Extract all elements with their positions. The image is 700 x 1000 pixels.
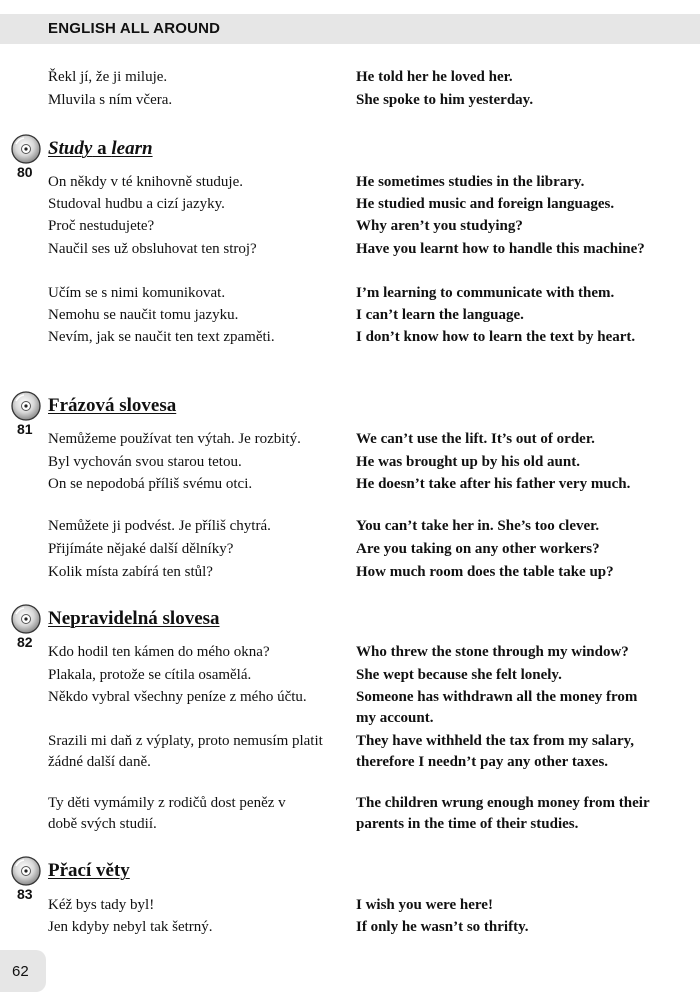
- page-number: 62: [12, 963, 29, 980]
- section-title-part: Study: [48, 138, 93, 159]
- english-sentence: You can’t take her in. She’s too clever.: [356, 518, 600, 534]
- english-sentence: Are you taking on any other workers?: [356, 541, 600, 557]
- czech-sentence: Srazili mi daň z výplaty, proto nemusím platit žádné další daně.: [48, 733, 323, 770]
- english-sentence: If only he wasn’t so thrifty.: [356, 919, 529, 935]
- english-sentence: I’m learning to communicate with them.: [356, 285, 615, 301]
- audio-cd-icon: [10, 390, 42, 422]
- book-title: ENGLISH ALL AROUND: [48, 20, 221, 37]
- czech-sentence: Kéž bys tady byl!: [48, 897, 155, 913]
- english-sentence: He told her he loved her.: [356, 69, 513, 85]
- czech-sentence: Nemůžeme používat ten výtah. Je rozbitý.: [48, 431, 301, 447]
- czech-sentence: On se nepodobá příliš svému otci.: [48, 476, 253, 492]
- czech-sentence: Někdo vybral všechny peníze z mého účtu.: [48, 689, 307, 705]
- english-sentence: I wish you were here!: [356, 897, 493, 913]
- czech-sentence: Naučil ses už obsluhovat ten stroj?: [48, 241, 257, 257]
- section-title: [48, 138, 153, 160]
- english-sentence: I don’t know how to learn the text by heart.: [356, 329, 636, 345]
- section-title-text: Přací věty: [48, 860, 130, 881]
- english-sentence: He sometimes studies in the library.: [356, 174, 585, 190]
- track-number: 82: [17, 634, 33, 650]
- english-sentence: He doesn’t take after his father very much.: [356, 476, 631, 492]
- czech-sentence: Řekl jí, že ji miluje.: [48, 69, 168, 85]
- section-title: [48, 395, 176, 417]
- english-sentence: Why aren’t you studying?: [356, 218, 523, 234]
- section-title: [48, 860, 130, 882]
- section-title-part: learn: [111, 138, 153, 159]
- czech-sentence: Mluvila s ním včera.: [48, 92, 173, 108]
- czech-sentence: Nemůžete ji podvést. Je příliš chytrá.: [48, 518, 271, 534]
- english-sentence: She wept because she felt lonely.: [356, 667, 562, 683]
- section-title: [48, 608, 220, 630]
- audio-cd-icon: [10, 133, 42, 165]
- english-sentence: They have withheld the tax from my salary, therefore I needn’t pay any other taxes.: [356, 733, 635, 770]
- english-sentence: The children wrung enough money from their parents in the time of their studies.: [356, 795, 650, 832]
- czech-sentence: Přijímáte nějaké další dělníky?: [48, 541, 234, 557]
- english-sentence: He was brought up by his old aunt.: [356, 454, 580, 470]
- track-number: 80: [17, 164, 33, 180]
- czech-sentence: Kolik místa zabírá ten stůl?: [48, 564, 213, 580]
- track-number: 81: [17, 421, 33, 437]
- english-sentence: I can’t learn the language.: [356, 307, 524, 323]
- section-title-text: Nepravidelná slovesa: [48, 608, 220, 629]
- audio-cd-icon: [10, 855, 42, 887]
- czech-sentence: Jen kdyby nebyl tak šetrný.: [48, 919, 213, 935]
- audio-cd-icon: [10, 603, 42, 635]
- czech-sentence: Plakala, protože se cítila osamělá.: [48, 667, 252, 683]
- czech-sentence: Učím se s nimi komunikovat.: [48, 285, 226, 301]
- czech-sentence: Byl vychován svou starou tetou.: [48, 454, 242, 470]
- czech-sentence: Kdo hodil ten kámen do mého okna?: [48, 644, 270, 660]
- czech-sentence: Proč nestudujete?: [48, 218, 155, 234]
- english-sentence: We can’t use the lift. It’s out of order.: [356, 431, 595, 447]
- czech-sentence: On někdy v té knihovně studuje.: [48, 174, 243, 190]
- english-sentence: Have you learnt how to handle this machine?: [356, 241, 645, 257]
- section-title-part: a: [92, 138, 112, 159]
- czech-sentence: Studoval hudbu a cizí jazyky.: [48, 196, 225, 212]
- english-sentence: Someone has withdrawn all the money from my account.: [356, 689, 638, 726]
- english-sentence: He studied music and foreign languages.: [356, 196, 615, 212]
- english-sentence: How much room does the table take up?: [356, 564, 614, 580]
- czech-sentence: Nevím, jak se naučit ten text zpaměti.: [48, 329, 275, 345]
- english-sentence: She spoke to him yesterday.: [356, 92, 534, 108]
- english-sentence: Who threw the stone through my window?: [356, 644, 629, 660]
- section-title-text: Frázová slovesa: [48, 395, 177, 416]
- track-number: 83: [17, 886, 33, 902]
- czech-sentence: Nemohu se naučit tomu jazyku.: [48, 307, 239, 323]
- czech-sentence: Ty děti vymámily z rodičů dost peněz v době svých studií.: [48, 795, 286, 832]
